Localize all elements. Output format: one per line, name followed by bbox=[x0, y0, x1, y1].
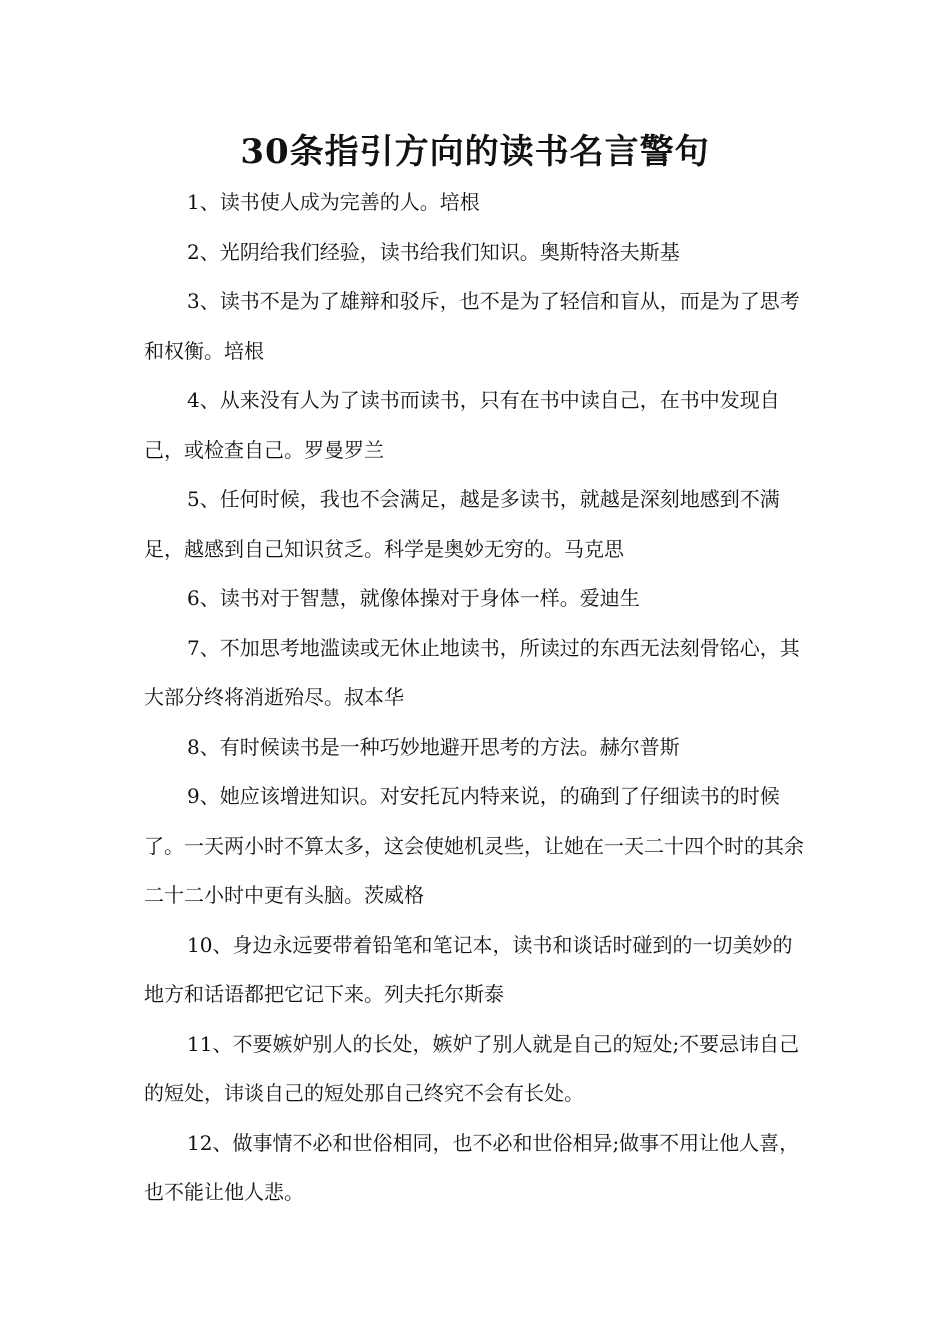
quote-paragraph-11: 11、不要嫉妒别人的长处，嫉妒了别人就是自己的短处;不要忌讳自己的短处，讳谈自己的短处那自己终究不会有长处。 bbox=[144, 1031, 800, 1105]
quote-paragraph-4: 4、从来没有人为了读书而读书，只有在书中读自己，在书中发现自己，或检查自己。罗曼罗兰 bbox=[144, 388, 780, 462]
quote-paragraph-10: 10、身边永远要带着铅笔和笔记本，读书和谈话时碰到的一切美妙的地方和话语都把它记下来。列夫托尔斯泰 bbox=[144, 932, 793, 1006]
quote-paragraph-6: 6、读书对于智慧，就像体操对于身体一样。爱迪生 bbox=[187, 586, 640, 610]
document-body bbox=[144, 178, 808, 1218]
quote-paragraph-5: 5、任何时候，我也不会满足，越是多读书，就越是深刻地感到不满足，越感到自己知识贫乏。科学是奥妙无穷的。马克思 bbox=[144, 487, 780, 561]
quote-paragraph-3: 3、读书不是为了雄辩和驳斥，也不是为了轻信和盲从，而是为了思考和权衡。培根 bbox=[144, 289, 800, 363]
page-title: 30条指引方向的读书名言警句 bbox=[240, 132, 710, 172]
quote-paragraph-2: 2、光阴给我们经验，读书给我们知识。奥斯特洛夫斯基 bbox=[187, 239, 680, 264]
quote-paragraph-1: 1、读书使人成为完善的人。培根 bbox=[187, 190, 480, 214]
quote-paragraph-7: 7、不加思考地滥读或无休止地读书，所读过的东西无法刻骨铭心，其大部分终将消逝殆尽。叔本华 bbox=[144, 635, 800, 709]
quote-paragraph-12: 12、做事情不必和世俗相同，也不必和世俗相异;做事不用让他人喜，也不能让他人悲。 bbox=[144, 1130, 800, 1204]
quote-paragraph-8: 8、有时候读书是一种巧妙地避开思考的方法。赫尔普斯 bbox=[187, 734, 680, 759]
quote-paragraph-9: 9、她应该增进知识。对安托瓦内特来说，的确到了仔细读书的时候了。一天两小时不算太多，这会使她机灵些，让她在一天二十四个时的其余二十二小时中更有头脑。茨威格 bbox=[144, 784, 804, 907]
